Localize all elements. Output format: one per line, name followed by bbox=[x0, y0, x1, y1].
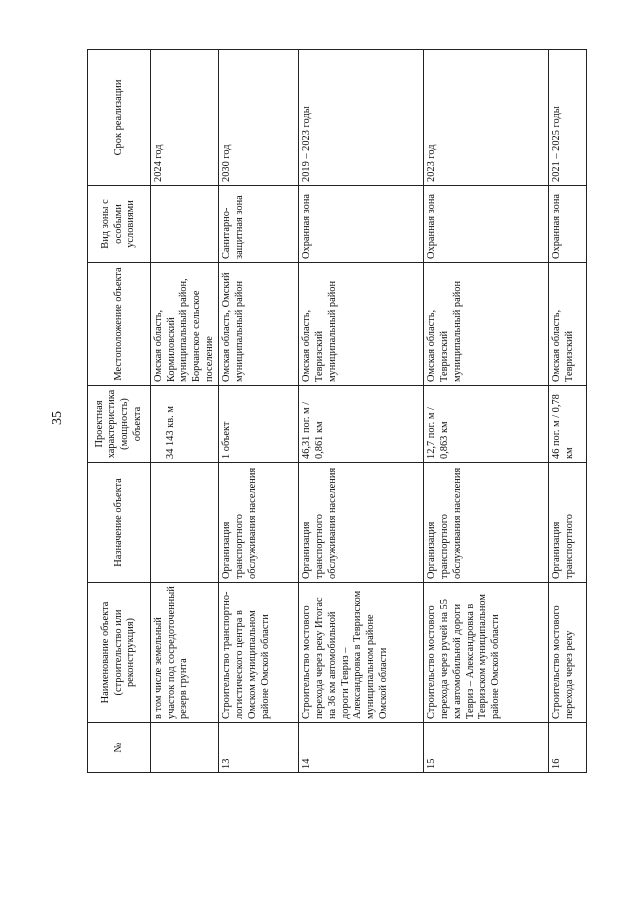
cell-term: 2030 год bbox=[219, 50, 299, 186]
header-term: Срок реализации bbox=[88, 50, 151, 186]
cell-name: Строительство мостового перехода через реку bbox=[549, 583, 587, 723]
cell-location: Омская область, Тевризский муниципальный район bbox=[299, 263, 424, 386]
cell-zone: Охранная зона bbox=[299, 186, 424, 263]
cell-purpose: Организация транспортного обслуживания населения bbox=[299, 463, 424, 583]
cell-characteristic: 1 объект bbox=[219, 386, 299, 463]
header-characteristic: Проектная характеристика (мощность) объекта bbox=[88, 386, 151, 463]
cell-name: Строительство мостового перехода через реку Итогас на 36 км автомобильной дороги Тевриз – Александровка в Тевризском муниципальном районе Омской области bbox=[299, 583, 424, 723]
cell-num: 15 bbox=[424, 723, 549, 773]
cell-name: в том числе земельный участок под сосредоточенный резерв грунта bbox=[151, 583, 219, 723]
cell-name: Строительство транспортно-логистического центра в Омском муниципальном районе Омской области bbox=[219, 583, 299, 723]
cell-characteristic: 46 пог. м / 0,78 км bbox=[549, 386, 587, 463]
page-number: 35 bbox=[50, 411, 65, 425]
rotated-table-wrapper bbox=[87, 50, 582, 773]
cell-term: 2019 – 2023 годы bbox=[299, 50, 424, 186]
cell-term: 2021 – 2025 годы bbox=[549, 50, 587, 186]
header-name: Наименование объекта (строительство или реконструкция) bbox=[88, 583, 151, 723]
cell-num: 16 bbox=[549, 723, 587, 773]
cell-purpose: Организация транспортного bbox=[549, 463, 587, 583]
header-purpose: Назначение объекта bbox=[88, 463, 151, 583]
cell-num: 14 bbox=[299, 723, 424, 773]
table-row bbox=[299, 50, 424, 773]
cell-purpose bbox=[151, 463, 219, 583]
cell-term: 2024 год bbox=[151, 50, 219, 186]
header-location: Местоположение объекта bbox=[88, 263, 151, 386]
cell-location: Омская область, Омский муниципальный район bbox=[219, 263, 299, 386]
cell-purpose: Организация транспортного обслуживания населения bbox=[219, 463, 299, 583]
table-row bbox=[549, 50, 587, 773]
cell-name: Строительство мостового перехода через ручей на 55 км автомобильной дороги Тевриз – Александровка в Тевризском муниципальном районе Омской области bbox=[424, 583, 549, 723]
header-num: № bbox=[88, 723, 151, 773]
table-row bbox=[151, 50, 219, 773]
table-row bbox=[219, 50, 299, 773]
cell-location: Омская область, Тевризский bbox=[549, 263, 587, 386]
cell-zone: Охранная зона bbox=[424, 186, 549, 263]
cell-zone: Санитарно-защитная зона bbox=[219, 186, 299, 263]
cell-characteristic: 12,7 пог. м / 0,863 км bbox=[424, 386, 549, 463]
cell-location: Омская область, Кормиловский муниципальный район, Борчанское сельское поселение bbox=[151, 263, 219, 386]
cell-num: 13 bbox=[219, 723, 299, 773]
cell-characteristic: 34 143 кв. м bbox=[151, 386, 219, 463]
objects-table bbox=[87, 49, 587, 773]
header-zone: Вид зоны с особыми условиями bbox=[88, 186, 151, 263]
cell-location: Омская область, Тевризский муниципальный район bbox=[424, 263, 549, 386]
cell-zone: Охранная зона bbox=[549, 186, 587, 263]
cell-term: 2023 год bbox=[424, 50, 549, 186]
cell-characteristic: 46,31 пог. м / 0,861 км bbox=[299, 386, 424, 463]
cell-num bbox=[151, 723, 219, 773]
table-row bbox=[424, 50, 549, 773]
cell-zone bbox=[151, 186, 219, 263]
table-header-row bbox=[88, 50, 151, 773]
cell-purpose: Организация транспортного обслуживания населения bbox=[424, 463, 549, 583]
